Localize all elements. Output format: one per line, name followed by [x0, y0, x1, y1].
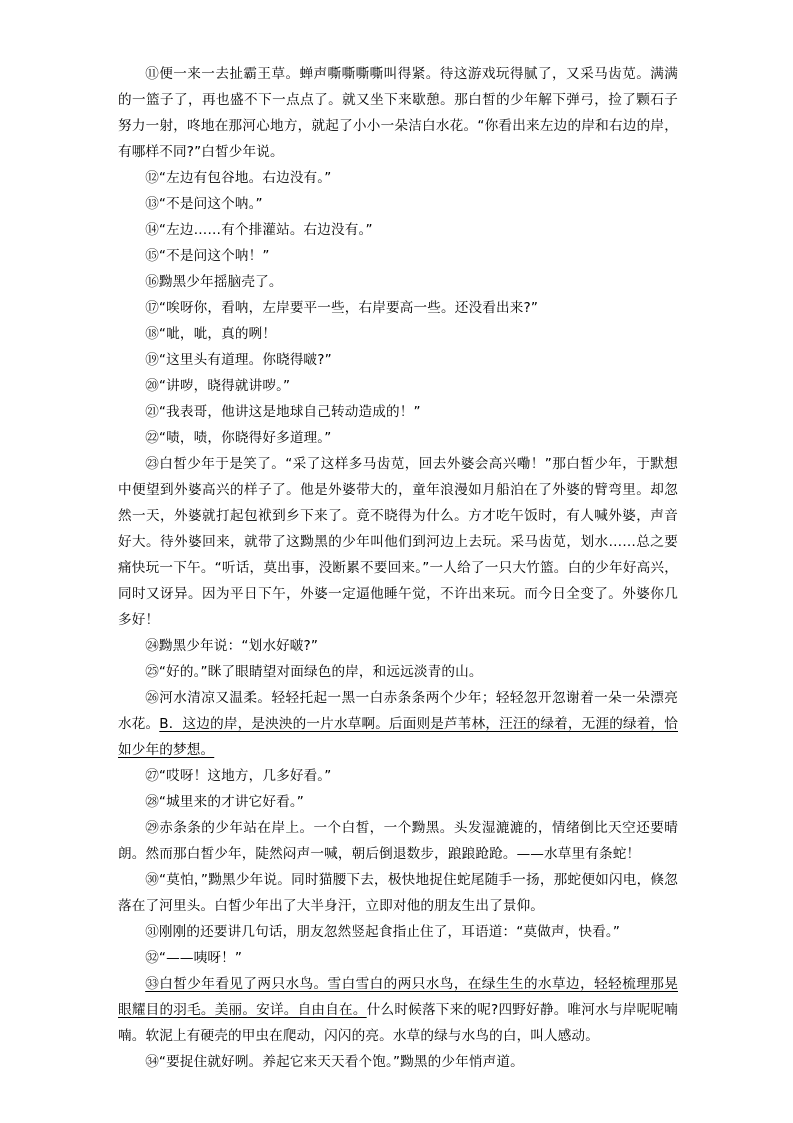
paragraph	[118, 165, 678, 191]
paragraph-text: ㉞“要捉住就好咧。养起它来天天看个饱。”黝黑的少年悄声道。	[145, 1054, 524, 1070]
story-text	[118, 61, 678, 1075]
paragraph-text: ㉕“好的。”眯了眼睛望对面绿色的岸，和远远淡青的山。	[145, 664, 483, 680]
paragraph-text: ㉖河水清凉又温柔。轻轻托起一黑一白赤条条两个少年；轻轻忽开忽谢着一朵一朵漂亮水花。	[118, 690, 678, 732]
paragraph	[118, 451, 678, 633]
paragraph-text: ⑬“不是问这个呐。”	[145, 196, 263, 212]
paragraph-text: ㉚“莫怕，”黝黑少年说。同时猫腰下去，极快地捉住蛇尾随手一扬，那蛇便如闪电，倏忽落在了河里头。白皙少年出了大半身汗，立即对他的朋友生出了景仰。	[118, 872, 678, 914]
paragraph	[118, 971, 678, 1049]
paragraph-text: ㉘“城里来的才讲它好看。”	[145, 794, 304, 810]
paragraph	[118, 1049, 678, 1075]
paragraph	[118, 295, 678, 321]
paragraph-text: ㉜“——咦呀！”	[145, 950, 243, 966]
paragraph-text: ㉑“我表哥，他讲这是地球自己转动造成的！”	[145, 404, 421, 420]
paragraph	[118, 815, 678, 867]
paragraph-text: ⑪便一来一去扯霸王草。蝉声嘶嘶嘶嘶叫得紧。待这游戏玩得腻了，又采马齿苋。满满的一篮子了，再也盛不下一点点了。就又坐下来歇憩。那白皙的少年解下弹弓，捡了颗石子努力一射，咚地在那河心地方，就起了小小一朵洁白水花。“你看出来左边的岸和右边的岸，有哪样不同?”白皙少年说。	[118, 66, 678, 160]
paragraph-text: ㉔黝黑少年说：“划水好啵?”	[145, 638, 319, 654]
paragraph-text: ㉙赤条条的少年站在岸上。一个白皙，一个黝黑。头发湿漉漉的，情绪倒比天空还要晴朗。然而那白皙少年，陡然闷声一喊，朝后倒退数步，踉踉跄跄。——水草里有条蛇！	[118, 820, 678, 862]
paragraph	[118, 269, 678, 295]
paragraph-text: ㉓白皙少年于是笑了。“采了这样多马齿苋，回去外婆会高兴嘞！”那白皙少年，于默想中便望到外婆高兴的样子了。他是外婆带大的，童年浪漫如月船泊在了外婆的臂弯里。却忽然一天，外婆就打起包袱到乡下来了。竟不晓得为什么。方才吃午饭时，有人喊外婆，声音好大。待外婆回来，就带了这黝黑的少年叫他们到河边上去玩。采马齿苋，划水……总之要痛快玩一下午。“听话，莫出事，没断累不要回来。”一人给了一只大竹篮。白的少年好高兴，同时又讶异。因为平日下午，外婆一定逼他睡午觉，不许出来玩。而今日全变了。外婆你几多好！	[118, 456, 678, 628]
paragraph-text: ⑫“左边有包谷地。右边没有。”	[145, 170, 332, 186]
paragraph	[118, 867, 678, 919]
paragraph	[118, 763, 678, 789]
paragraph-text: ⑯黝黑少年摇脑壳了。	[145, 274, 283, 290]
paragraph-text: ⑮“不是问这个呐！”	[145, 248, 270, 264]
paragraph	[118, 243, 678, 269]
paragraph	[118, 685, 678, 763]
underlined-text: B．这边的岸，是泱泱的一片水草啊。后面则是芦苇林，汪汪的绿着，无涯的绿着，恰如少年的梦想。	[118, 716, 678, 758]
paragraph-text: ㉒“啧，啧，你晓得好多道理。”	[145, 430, 332, 446]
paragraph-text: ⑭“左边……有个排灌站。右边没有。”	[145, 222, 373, 238]
paragraph-text: ⑳“讲哕，晓得就讲哕。”	[145, 378, 291, 394]
paragraph	[118, 919, 678, 945]
paragraph	[118, 945, 678, 971]
paragraph	[118, 633, 678, 659]
paragraph-text: ⑱“呲，呲，真的咧！	[145, 326, 277, 342]
paragraph	[118, 321, 678, 347]
paragraph-text: ㉛刚刚的还要讲几句话，朋友忽然竖起食指止住了，耳语道：“莫做声，快看。”	[145, 924, 621, 940]
paragraph-text: 什么时候落下来的呢?四野好静。唯河水与岸呢呢喃喃。软泥上有硬壳的甲虫在爬动，闪闪的亮。水草的绿与水鸟的白，叫人感动。	[118, 1002, 678, 1044]
underlined-text: ㉝白皙少年看见了两只水鸟。雪白雪白的两只水鸟，在绿生生的水草边，轻轻梳理那晃眼耀目的羽毛。美丽。安详。自由自在。	[118, 976, 678, 1018]
paragraph	[118, 789, 678, 815]
paragraph	[118, 425, 678, 451]
paragraph	[118, 399, 678, 425]
paragraph	[118, 217, 678, 243]
paragraph-text: ㉗“哎呀！这地方，几多好看。”	[145, 768, 332, 784]
paragraph	[118, 347, 678, 373]
paragraph-text: ⑲“这里头有道理。你晓得啵?”	[145, 352, 332, 368]
paragraph-text: ⑰“唉呀你，看呐，左岸要平一些，右岸要高一些。还没看出来?”	[145, 300, 539, 316]
paragraph	[118, 191, 678, 217]
paragraph	[118, 659, 678, 685]
paragraph	[118, 373, 678, 399]
paragraph	[118, 61, 678, 165]
